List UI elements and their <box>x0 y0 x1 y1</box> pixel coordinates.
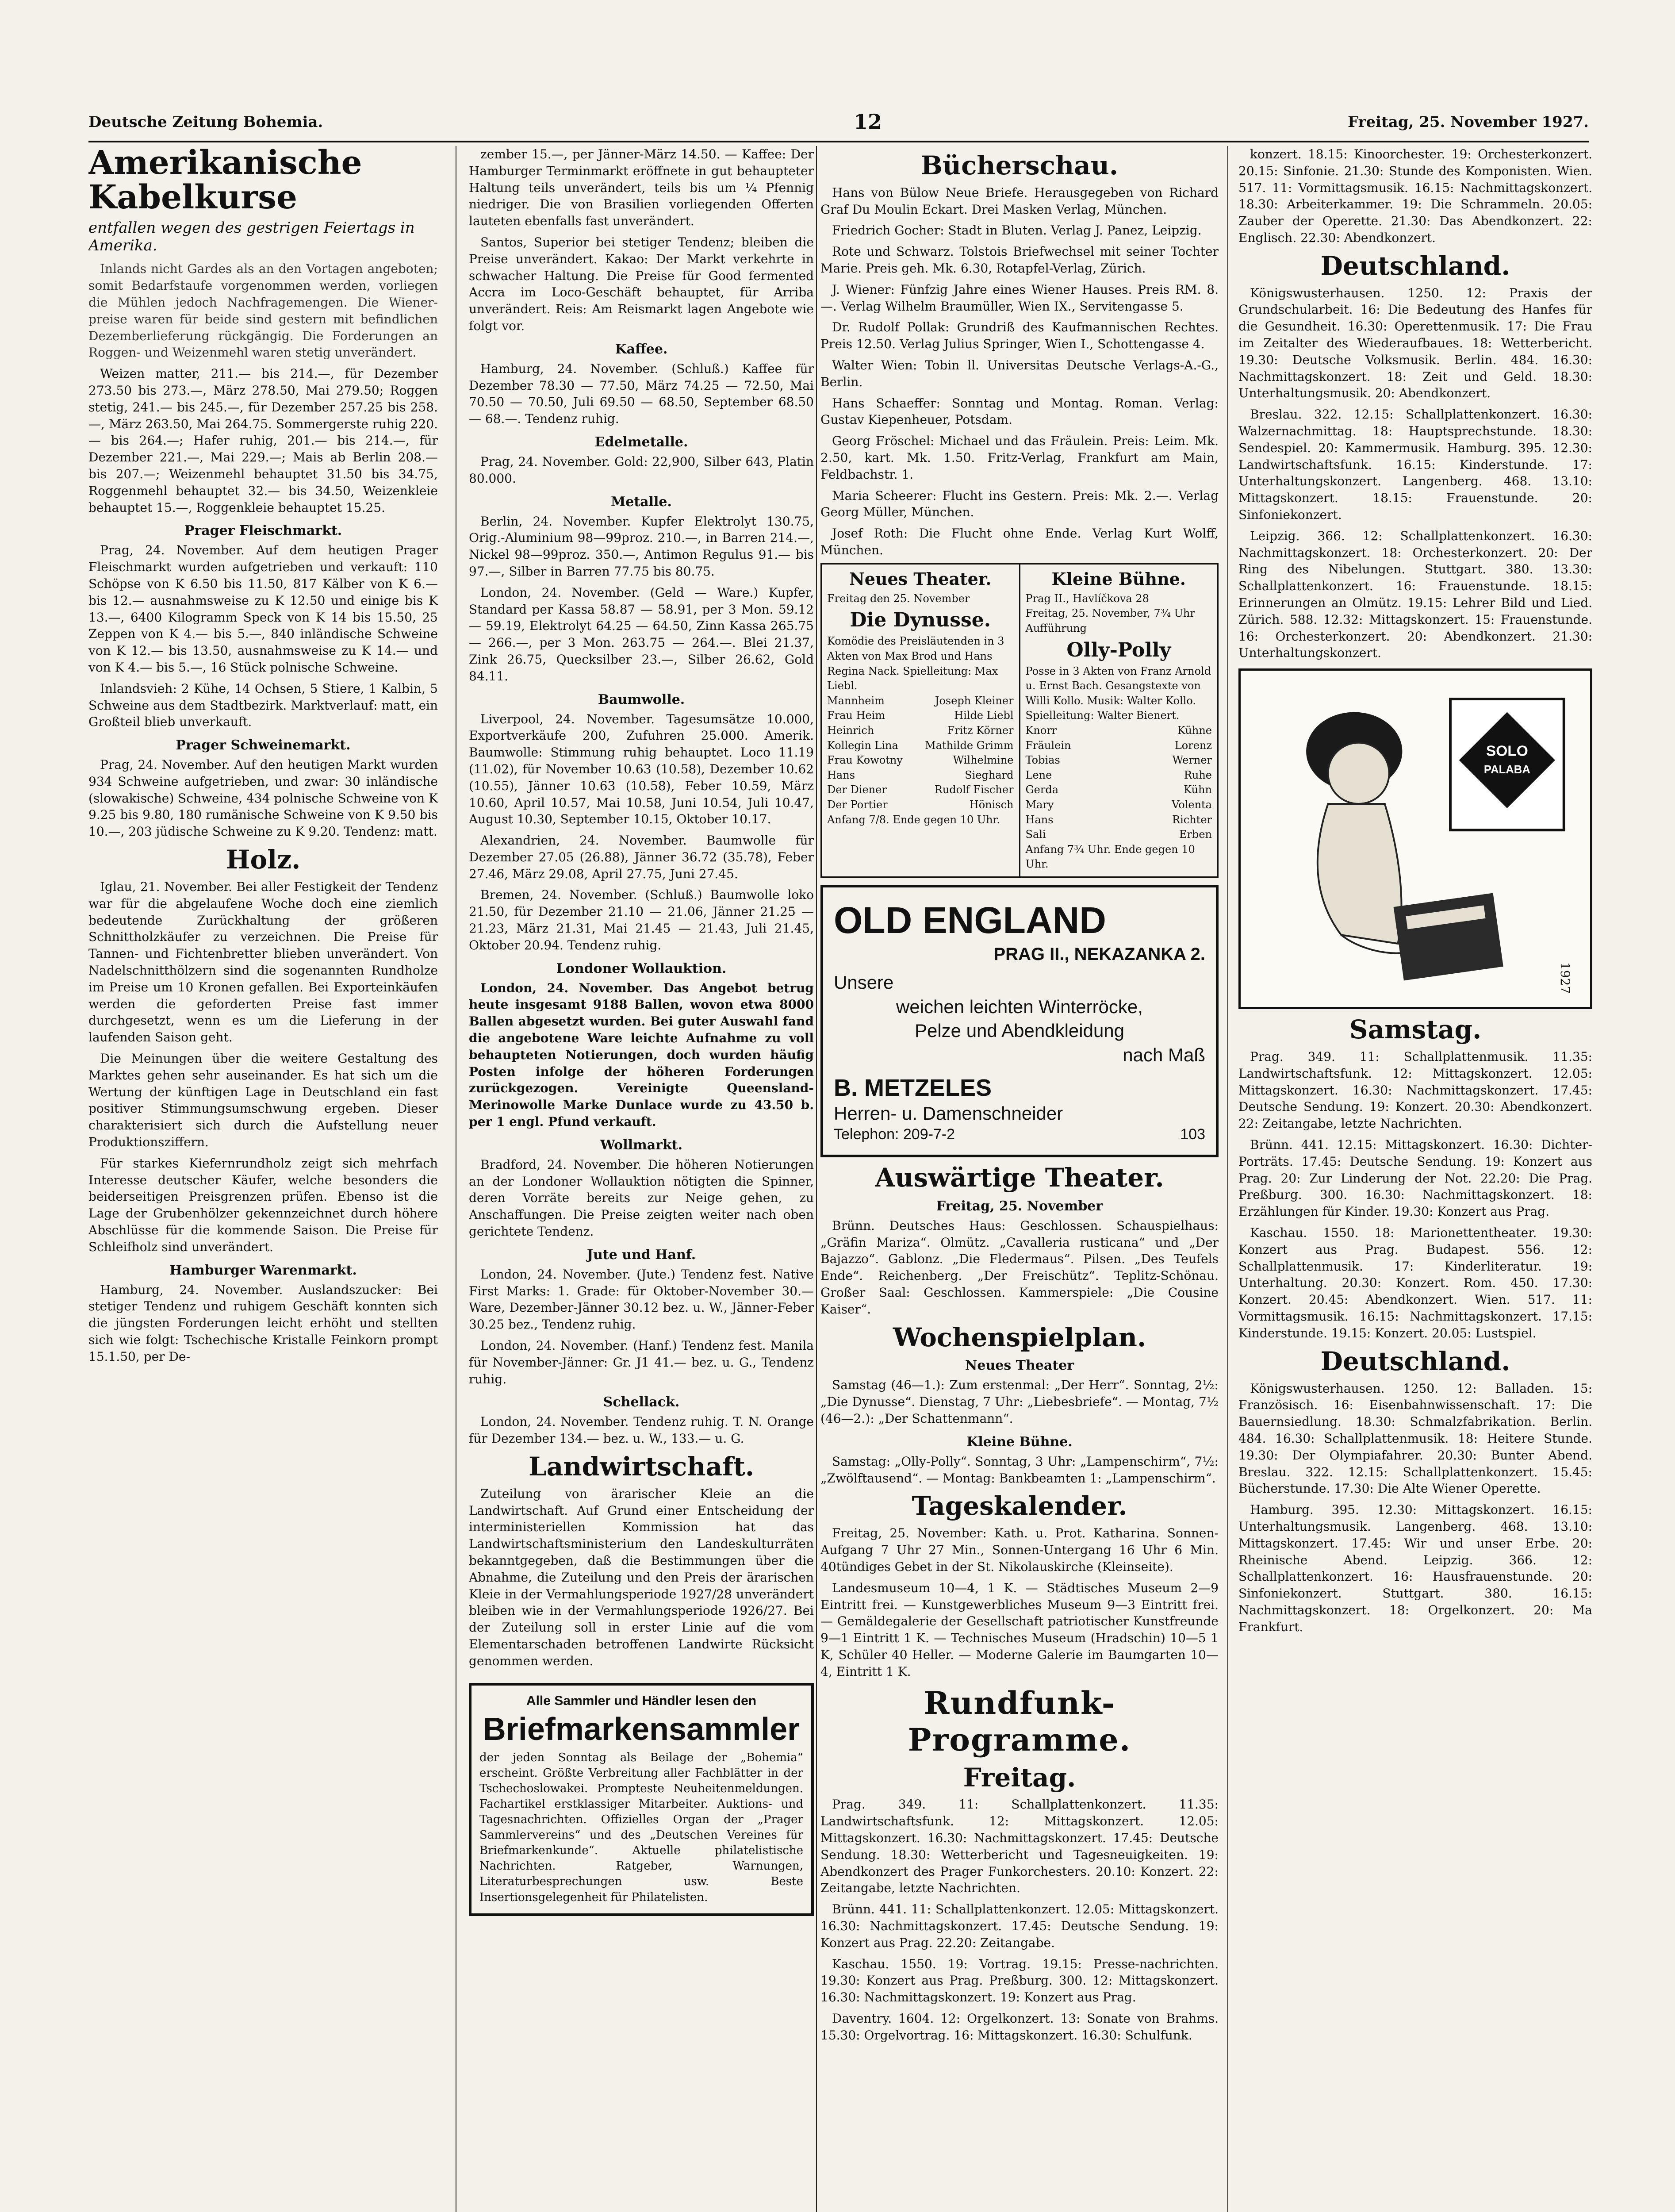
cast-role: Kollegin Lina <box>827 739 898 752</box>
paragraph: zember 15.—, per Jänner-März 14.50. — Kaffee: Der Hamburger Terminmarkt eröffnete in gut behaupteter Haltung teils unverändert, teils bis um ¼ Pfennig niedriger. Die von Brasilien vorliegenden Offerten lauteten ebenfalls fast unverändert. <box>469 147 814 229</box>
day-heading-friday: Freitag. <box>963 1762 1076 1793</box>
cast-actor: Kühne <box>1177 724 1212 737</box>
theater-address: Prag II., Havlíčkova 28 <box>1025 592 1149 605</box>
column-3 <box>820 146 1219 2212</box>
section-heading-radio: Rundfunk-Programme. <box>908 1684 1131 1758</box>
cast-row <box>827 738 1014 753</box>
paragraph: Liverpool, 24. November. Tagesumsätze 10.000, Exportverkäufe 200, Zufuhren 25.000. Amerik. Baumwolle: Stimmung ruhig behauptet. Loco 11.19 (11.02), für November 10.63 (10.58), Dezember 10.62 (10.55), Jänner 10.63 (10.58), Feber 10.59, März 10.60, April 10.57, Mai 10.58, Juni 10.54, Juli 10.47, August 10.30, September 10.15, Oktober 10.17. <box>469 711 814 827</box>
theater-date: Freitag den 25. November <box>827 592 970 605</box>
ad-proprietor: B. METZELES <box>834 1075 992 1102</box>
subheading: Freitag, 25. November <box>936 1198 1103 1214</box>
subheading: Kleine Bühne. <box>966 1434 1073 1450</box>
subheading: Schellack. <box>603 1394 680 1410</box>
paragraph: London, 24. November. (Geld — Ware.) Kupfer, Standard per Kassa 58.87 — 58.91, per 3 Mon. 59.12 — 59.19, Elektrolyt 64.25 — 64.50, Zinn Kassa 265.75 — 266.—, per 3 Mon. 263.75 — 264.—. Blei 21.37, Zink 26.75, Quecksilber 23.—, Silber 26.62, Gold 84.11. <box>469 585 814 684</box>
cast-actor: Lorenz <box>1174 739 1212 752</box>
section-heading-calendar: Tageskalender. <box>912 1491 1127 1521</box>
paragraph: Santos, Superior bei stetiger Tendenz; bleiben die Preise unverändert. Kakao: Der Markt verkehrte in schwacher Haltung. Die Preise für Good fermented Accra im Loco-Geschäft behauptet, für Arriba unverändert. Reis: Am Reismarkt lagen Angebote wie folgt vor. <box>469 234 814 333</box>
header-rule <box>88 141 1589 142</box>
book-entry: J. Wiener: Fünfzig Jahre eines Wiener Hauses. Preis RM. 8.—. Verlag Wilhelm Braumüller, Wien IX., Servitengasse 5. <box>820 282 1219 314</box>
ad-line: Unsere <box>834 972 894 993</box>
paragraph: Inlands nicht Gardes als an den Vortagen angeboten; somit Bedarfstaufe vorgenommen werden, vorliegen die Mühlen jedoch Nachfragemengen. Die Wiener-preise waren für beide sind gestern mit befindlichen Dezemberlieferung rückgängig. Die Forderungen an Roggen- und Weizenmehl waren stetig unverändert. <box>88 261 438 360</box>
cast-row <box>827 783 1014 798</box>
theater-neues <box>822 565 1019 876</box>
cast-role: Lene <box>1025 768 1052 781</box>
ad-brand: OLD ENGLAND <box>834 899 1106 941</box>
paragraph: Prag, 24. November. Auf dem heutigen Prager Fleischmarkt wurden aufgetrieben und verkauft: 110 Schöpse von K 6.50 bis 11.50, 817 Kälber von K 6.— bis 12.— ausnahmsweise zu K 12.50 und einige bis K 13.—, 6400 Kilogramm Speck von K 14 bis 15.50, 25 Zeppen von K 4.— bis 5.—, 840 inländische Schweine von K 12.— bis 13.50, ausnahmsweise zu K 14.— und von K 4.— bis 5.—, 16 Stück polnische Schweine. <box>88 543 438 675</box>
book-entry: Josef Roth: Die Flucht ohne Ende. Verlag Kurt Wolff, München. <box>820 526 1219 558</box>
cast-actor: Fritz Körner <box>947 724 1014 737</box>
cast-list <box>1026 723 1212 842</box>
subheading: Kaffee. <box>615 341 668 357</box>
paragraph: Prag, 24. November. Auf den heutigen Markt wurden 934 Schweine aufgetrieben, und zwar: 30 inländische (slowakische) Schweine, 434 polnische Schweine von K 9.25 bis 9.80, 180 rumänische Schweine von K 9.50 bis 10.—, 203 jüdische Schweine zu K 9.20. Tendenz: matt. <box>88 757 438 839</box>
cast-role: Fräulein <box>1025 739 1071 752</box>
theater-name: Neues Theater. <box>849 568 992 589</box>
cast-role: Hans <box>827 768 855 781</box>
theater-kleine-buehne <box>1019 565 1218 876</box>
theater-date: Freitag, 25. November, 7¾ Uhr Aufführung <box>1025 607 1195 635</box>
paragraph: Zuteilung von ärarischer Kleie an die Landwirtschaft. Auf Grund einer Entscheidung der interministeriellen Kommission hat das Landwirtschaftsministerium den Landeskulturräten bekanntgegeben, daß die Bestimmungen über die Abnahme, die Zuteilung und den Preis der ärarischen Kleie in der Vermahlungsperiode 1927/28 unverändert bleiben wie in der Vermahlungsperiode 1926/27. Bei der Zuteilung soll in erster Linie auf die vom Elementarschaden betroffenen Landwirte Rücksicht genommen werden. <box>469 1486 814 1668</box>
cast-row <box>1026 753 1212 768</box>
ad-line: nach Maß <box>1123 1044 1205 1065</box>
cast-actor: Mathilde Grimm <box>925 739 1014 752</box>
paragraph: Berlin, 24. November. Kupfer Elektrolyt 130.75, Orig.-Aluminium 98—99proz. 210.—, in Barren 214.—, Nickel 98—99proz. 350.—, Antimon Regulus 91.— bis 97.—, Silber in Barren 77.75 bis 80.75. <box>469 514 814 579</box>
ad-body: der jeden Sonntag als Beilage der „Bohemia“ erscheint. Größte Verbreitung aller Fachblätter in der Tschechoslowakei. Prompteste Neuheitenmeldungen. Fachartikel erstklassiger Mitarbeiter. Auktions- und Tagesnachrichten. Offizielles Organ der „Prager Sammlervereins“ und des „Deutschen Vereines für Briefmarkenkunde“. Aktuelle philatelistische Nachrichten. Ratgeber, Warnungen, Literaturbesprechungen usw. Beste Insertionsgelegenheit für Philatelisten. <box>479 1751 803 1904</box>
radio-listing: Prag. 349. 11: Schallplattenkonzert. 11.35: Landwirtschaftsfunk. 12: Mittagskonzert. 12.05: Mittagskonzert. 16.30: Nachmittagskonzert. 17.45: Deutsche Sendung. 18.30: Wetterbericht und Tagesneuigkeiten. 19: Abendkonzert des Prager Funkorchesters. 20.10: Konzert. 22: Zeitangabe, letzte Nachrichten. <box>820 1797 1219 1896</box>
paragraph: Alexandrien, 24. November. Baumwolle für Dezember 27.05 (26.88), Jänner 36.72 (35.78), Feber 27.46, März 29.08, April 27.75, Juni 27.45. <box>469 833 814 881</box>
paragraph: Weizen matter, 211.— bis 214.—, für Dezember 273.50 bis 273.—, März 278.50, Mai 279.50; Roggen stetig, 241.— bis 245.—, für Dezember 257.25 bis 258.—, März 263.50, Mai 264.75. Sommergerste ruhig 220.— bis 264.—; Hafer ruhig, 201.— bis 214.—, für Dezember 221.—, Mai 229.—; Mais ab Berlin 208.— bis 207.—; Weizenmehl behauptet 31.50 bis 34.75, Roggenmehl behauptet 32.— bis 34.50, Weizenkleie behauptet 15.—, Roggenkleie behauptet 15.25. <box>88 366 438 515</box>
paragraph: Samstag (46—1.): Zum erstenmal: „Der Herr“. Sonntag, 2½: „Die Dynusse“. Dienstag, 7 Uhr: „Liebesbriefe“. — Montag, 7½ (46—2.): „Der Schattenmann“. <box>820 1378 1219 1426</box>
section-heading-wood: Holz. <box>226 845 301 875</box>
figure-body <box>1318 804 1402 944</box>
radio-listing: Daventry. 1604. 12: Orgelkonzert. 13: Sonate von Brahms. 15.30: Orgelvortrag. 16: Mittagskonzert. 16.30: Schulfunk. <box>820 2011 1219 2043</box>
section-heading-germany: Deutschland. <box>1320 1346 1510 1376</box>
paragraph: London, 24. November. (Hanf.) Tendenz fest. Manila für November-Jänner: Gr. J1 41.— bez. u. G., Tendenz ruhig. <box>469 1338 814 1386</box>
cast-list <box>827 694 1014 813</box>
paragraph: London, 24. November. Das Angebot betrug heute insgesamt 9188 Ballen, wovon etwa 8000 Ballen abgesetzt wurden. Bei guter Auswahl fand die angebotene Ware leichte Aufnahme zu voll behaupteten Notierungen, doch wurden häufig Posten infolge der höheren Forderungen zurückgezogen. Vereinigte Queensland-Merinowolle Marke Dunlace wurde zu 43.50 b. per 1 engl. Pfund verkauft. <box>469 980 814 1129</box>
cast-role: Tobias <box>1025 754 1060 767</box>
radio-listing: Königswusterhausen. 1250. 12: Praxis der Grundschularbeit. 16: Die Bedeutung des Hanfes für die Gesundheit. 16.30: Operettenmusik. 17: Die Frau im Zeitalter des Wiederaufbaues. 18: Wetterbericht. 19.30: Deutsche Volksmusik. Berlin. 484. 16.30: Nachmittagskonzert. 18: Zeit und Geld. 18.30: Unterhaltungsmusik. 20: Abendkonzert. <box>1238 285 1592 401</box>
article-title-cable-rates: Amerikanische Kabelkurse <box>88 146 362 216</box>
subheading: Jute und Hanf. <box>586 1247 696 1263</box>
radio-listing: Brünn. 441. 12.15: Mittagskonzert. 16.30: Dichter-Porträts. 17.45: Deutsche Sendung. 19: Konzert aus Prag. 20: Zur Linderung der Not. 22.20: Die Prag. Preßburg. 300. 16.30: Nachmittagskonzert. 18: Erzählungen für Kinder. 19.30: Konzert aus Prag. <box>1238 1137 1592 1219</box>
cast-role: Frau Kowotny <box>827 754 903 767</box>
column-4 <box>1238 146 1592 2212</box>
radio-listing: Prag. 349. 11: Schallplattenmusik. 11.35: Landwirtschaftsfunk. 12: Mittagskonzert. 12.05: Mittagskonzert. 16.30: Nachmittagskonzert. 17.45: Deutsche Sendung. 19: Konzert. 20.30: Abendkonzert. 22: Zeitangabe, letzte Nachrichten. <box>1238 1049 1592 1131</box>
cast-role: Frau Heim <box>827 709 885 722</box>
subheading: Wollmarkt. <box>600 1137 683 1153</box>
paragraph: Bradford, 24. November. Die höheren Notierungen an der Londoner Wollauktion nötigten die Spinner, deren Vorräte bereits zur Neige gehen, zu Anschaffungen. Die Preise zeigten weiter nach oben gerichtete Tendenz. <box>469 1157 814 1239</box>
cast-row <box>1026 813 1212 828</box>
cast-actor: Wilhelmine <box>953 754 1014 767</box>
masthead-left: Deutsche Zeitung Bohemia. <box>88 113 323 131</box>
cast-role: Sali <box>1025 828 1046 841</box>
cast-actor: Sieghard <box>965 768 1014 781</box>
column-1 <box>88 146 438 2212</box>
theater-name: Kleine Bühne. <box>1051 568 1186 589</box>
cast-actor: Ruhe <box>1184 768 1212 781</box>
radio-listing: konzert. 18.15: Kinoorchester. 19: Orchesterkonzert. 20.15: Sinfonie. 21.30: Stunde des Komponisten. Wien. 517. 11: Vormittagsmusik. 16.15: Nachmittagskonzert. 18.30: Arbeiterkammer. 19: Die Schrammeln. 20.05: Zauber der Operette. 21.30: Das Abendkonzert. 22: Englisch. 22.30: Abendkonzert. <box>1238 147 1592 245</box>
face-shape <box>1328 743 1389 804</box>
radio-listing: Kaschau. 1550. 19: Vortrag. 19.15: Presse-nachrichten. 19.30: Konzert aus Prag. Preßburg. 300. 12: Mittagskonzert. 16.30: Nachmittagskonzert. 19: Konzert aus Prag. <box>820 1956 1219 2005</box>
paragraph: Hamburg, 24. November. (Schluß.) Kaffee für Dezember 78.30 — 77.50, März 74.25 — 72.50, Mai 70.50 — 70.50, Juli 69.50 — 68.50, September 68.50 — 68.—. Tendenz ruhig. <box>469 361 814 426</box>
cast-row <box>1026 768 1212 783</box>
book-entry: Georg Fröschel: Michael und das Fräulein. Preis: Leim. Mk. 2.50, kart. Mk. 1.50. Fritz-Verlag, Frankfurt am Main, Feldbachstr. 1. <box>820 434 1219 482</box>
cast-role: Gerda <box>1025 783 1059 796</box>
column-divider-2 <box>816 146 817 2212</box>
paragraph: Brünn. Deutsches Haus: Geschlossen. Schauspielhaus: „Gräfin Mariza“. Olmütz. „Cavalleria rusticana“ und „Der Bajazzo“. Gablonz. „Die Fledermaus“. Pilsen. „Des Teufels Ende“. Reichenberg. „Der Freischütz“. Teplitz-Schönau. Großer Saal: Geschlossen. Kammerspiele: „Die Cousine Kaiser“. <box>820 1218 1219 1317</box>
section-heading-agriculture: Landwirtschaft. <box>528 1452 755 1482</box>
theater-program-box <box>820 563 1219 878</box>
cast-row <box>827 694 1014 709</box>
ad-headline: Briefmarkensammler <box>483 1711 800 1747</box>
ad-address: PRAG II., NEKAZANKA 2. <box>993 944 1205 964</box>
cast-row <box>827 798 1014 813</box>
paragraph: Inlandsvieh: 2 Kühe, 14 Ochsen, 5 Stiere, 1 Kalbin, 5 Schweine aus dem Stadtbezirk. Marktverlauf: matt, ein Großteil blieb unverkauft. <box>88 681 438 730</box>
cast-role: Heinrich <box>827 724 874 737</box>
cast-row <box>1026 783 1212 798</box>
paragraph: Für starkes Kiefernrundholz zeigt sich mehrfach Interesse deutscher Käufer, welche besonders die beiderseitigen Preisgrenzen prüfen. Ebenso ist die Lage der Grubenhölzer gekennzeichnet durch höhere Abschlüsse für die kommende Saison. Die Preise für Schleifholz sind unverändert. <box>88 1156 438 1254</box>
cast-row <box>827 768 1014 783</box>
paragraph: Landesmuseum 10—4, 1 K. — Städtisches Museum 2—9 Eintritt frei. — Kunstgewerbliches Museum 9—3 Eintritt frei. — Gemäldegalerie der Gesellschaft patriotischer Kunstfreunde 9—1 Eintritt 1 K. — Technisches Museum (Hradschin) 10—5 1 K, Schüler 40 Heller. — Moderne Galerie im Baumgarten 10—4, Eintritt 1 K. <box>820 1580 1219 1679</box>
paragraph: Bremen, 24. November. (Schluß.) Baumwolle loko 21.50, für Dezember 21.10 — 21.06, Jänner 21.25 — 21.23, März 21.31, Mai 21.45 — 21.43, Juli 21.45, Oktober 20.94. Tendenz ruhig. <box>469 887 814 952</box>
radio-listing: Hamburg. 395. 12.30: Mittagskonzert. 16.15: Unterhaltungsmusik. Langenberg. 468. 13.10: Mittagskonzert. 17.45: Wir und unser Erbe. 20: Rheinische Abend. Leipzig. 366. 12: Schallplattenkonzert. 16: Hausfrauenstunde. 20: Sinfoniekonzert. Stuttgart. 380. 16.15: Nachmittagskonzert. 18: Orgelkonzert. 20: Ma Frankfurt. <box>1238 1502 1592 1634</box>
crate-box <box>1394 893 1503 981</box>
section-heading-weekly-schedule: Wochenspielplan. <box>893 1322 1146 1352</box>
play-times: Anfang 7¾ Uhr. Ende gegen 10 Uhr. <box>1025 843 1195 871</box>
radio-listing: Brünn. 441. 11: Schallplattenkonzert. 12.05: Mittagskonzert. 16.30: Nachmittagskonzert. 17.45: Deutsche Sendung. 19: Konzert aus Prag. 22.20: Zeitangabe. <box>820 1902 1219 1950</box>
play-credits: Posse in 3 Akten von Franz Arnold u. Ernst Bach. Gesangstexte von Willi Kollo. Musik: Walter Kollo. Spielleitung: Walter Bienert. <box>1025 664 1211 722</box>
cast-actor: Werner <box>1172 754 1212 767</box>
cast-role: Knorr <box>1025 724 1057 737</box>
cast-role: Mannheim <box>827 694 885 707</box>
ad-kicker: Alle Sammler und Händler lesen den <box>526 1693 757 1708</box>
book-entry: Hans Schaeffer: Sonntag und Montag. Roman. Verlag: Gustav Kiepenheuer, Potsdam. <box>820 396 1219 427</box>
paragraph: London, 24. November. Tendenz ruhig. T. N. Orange für Dezember 134.— bez. u. W., 133.— u. G. <box>469 1414 814 1446</box>
subheading: Baumwolle. <box>598 691 685 707</box>
cast-actor: Hilde Liebl <box>954 709 1014 722</box>
cast-actor: Richter <box>1172 813 1212 826</box>
section-heading-germany: Deutschland. <box>1320 250 1510 281</box>
illustrated-ad-image <box>1238 668 1592 1009</box>
paragraph: Freitag, 25. November: Kath. u. Prot. Katharina. Sonnen-Aufgang 7 Uhr 27 Min., Sonnen-Untergang 16 Uhr 6 Min. 40tündiges Gebet in der St. Nikolauskirche (Kleinseite). <box>820 1526 1219 1574</box>
paragraph: Iglau, 21. November. Bei aller Festigkeit der Tendenz war für die abgelaufene Woche doch eine ziemlich bedeutende Zurückhaltung der größeren Schnittholzkäufer zu verzeichnen. Die Preise für Tannen- und Fichtenbretter blieben unverändert. Von Nadelschnitthölzern sind die sogenannten Rundholze im Preise um 10 Kronen gefallen. Bei Exporteinkäufen werden die geforderten Preise fast immer durchgesetzt, wenn es um die Lieferung in der laufenden Saison geht. <box>88 879 438 1045</box>
book-entry: Dr. Rudolf Pollak: Grundriß des Kaufmannischen Rechtes. Preis 12.50. Verlag Julius Springer, Wien I., Schottengasse 4. <box>820 320 1219 352</box>
subheading: Prager Schweinemarkt. <box>176 737 351 753</box>
ad-line: Pelze und Abendkleidung <box>914 1020 1125 1041</box>
package-brand-sub: PALABA <box>1483 764 1530 776</box>
ad-code: 103 <box>1180 1125 1205 1143</box>
cast-row <box>827 708 1014 723</box>
cast-row <box>1026 798 1212 813</box>
subheading: Neues Theater <box>965 1358 1074 1374</box>
play-title: Olly-Polly <box>1066 638 1171 661</box>
subheading: Prager Fleischmarkt. <box>184 523 342 539</box>
section-heading-outside-theaters: Auswärtige Theater. <box>875 1162 1164 1193</box>
page-header <box>88 110 1589 138</box>
cast-actor: Rudolf Fischer <box>934 783 1014 796</box>
cast-row <box>1026 738 1212 753</box>
book-entry: Rote und Schwarz. Tolstois Briefwechsel mit seiner Tochter Marie. Preis geh. Mk. 6.30, Rotapfel-Verlag, Zürich. <box>820 244 1219 276</box>
radio-listing: Leipzig. 366. 12: Schallplattenkonzert. 16.30: Nachmittagskonzert. 18: Orchesterkonzert. 20: Der Ring des Nibelungen. Stuttgart. 380. 13.30: Schallplattenkonzert. 16: Frauenstunde. 18.15: Erinnerungen an Olmütz. 19.15: Lehrer Bild und Lied. Zürich. 588. 12.32: Mittagskonzert. 15: Frauenstunde. 16: Orchesterkonzert. 20: Abendkonzert. 21.30: Unterhaltungskonzert. <box>1238 528 1592 661</box>
day-heading-saturday: Samstag. <box>1349 1014 1482 1045</box>
cast-role: Hans <box>1025 813 1054 826</box>
cast-role: Der Portier <box>827 798 888 811</box>
paragraph: Hamburg, 24. November. Auslandszucker: Bei stetiger Tendenz und ruhigem Geschäft konnten sich die jüngsten Forderungen leicht erhöht und stellten sich wie folgt: Tschechische Kristalle Feinkorn prompt 15.1.50, per De- <box>88 1282 438 1364</box>
cast-row <box>1026 827 1212 842</box>
ad-line: weichen leichten Winterröcke, <box>896 996 1143 1017</box>
paragraph: Die Meinungen über die weitere Gestaltung des Marktes gehen sehr auseinander. Es hat sich um die Wertung der künftigen Lage in Deutschland ein fast positiver Stimmungsumschwung ergeben. Dieser charakterisiert sich durch die Aufstellung neuer Produktionsziffern. <box>88 1051 438 1149</box>
package-brand-logo: SOLO <box>1486 743 1528 760</box>
cast-row <box>827 753 1014 768</box>
book-entry: Hans von Bülow Neue Briefe. Herausgegeben von Richard Graf Du Moulin Eckart. Drei Masken Verlag, München. <box>820 185 1219 217</box>
stamp-collector-ad <box>469 1683 814 1916</box>
radio-listing: Breslau. 322. 12.15: Schallplattenkonzert. 16.30: Walzernachmittag. 18: Hauptsprechstunde. 18.30: Sendespiel. 20: Kammermusik. Hamburg. 395. 12.30: Landwirtschaftsfunk. 16.15: Kinderstunde. 17: Unterhaltungskonzert. Langenberg. 468. 13.10: Mittagskonzert. 18.15: Frauenstunde. 20: Sinfoniekonzert. <box>1238 407 1592 522</box>
book-entry: Maria Scheerer: Flucht ins Gestern. Preis: Mk. 2.—. Verlag Georg Müller, München. <box>820 488 1219 520</box>
issue-date: Freitag, 25. November 1927. <box>1348 113 1589 131</box>
play-credits: Komödie des Preisläutenden in 3 Akten von Max Brod und Hans Regina Nack. Spielleitung: Max Liebl. <box>827 635 1004 692</box>
cast-actor: Hönisch <box>969 798 1014 811</box>
image-caption: 1927 <box>1558 962 1572 994</box>
cast-actor: Volenta <box>1172 798 1212 811</box>
page-number: 12 <box>854 110 882 134</box>
cast-row <box>827 723 1014 738</box>
cast-row <box>1026 723 1212 738</box>
cast-actor: Joseph Kleiner <box>935 694 1014 707</box>
subheading: Hamburger Warenmarkt. <box>169 1262 357 1278</box>
cast-role: Der Diener <box>827 783 887 796</box>
paragraph: London, 24. November. (Jute.) Tendenz fest. Native First Marks: 1. Grade: für Oktober-November 30.— Ware, Dezember-Jänner 30.12 bez. u. W., Jänner-Feber 30.25 bez., Tendenz ruhig. <box>469 1267 814 1332</box>
article-lead: entfallen wegen des gestrigen Feiertags in Amerika. <box>88 219 415 255</box>
ad-illustration <box>1241 671 1590 1007</box>
paragraph: Samstag: „Olly-Polly“. Sonntag, 3 Uhr: „Lampenschirm“, 7½: „Zwölftausend“. — Montag: Bankbeamten 1: „Lampenschirm“. <box>820 1454 1219 1486</box>
column-2 <box>469 146 814 2212</box>
column-divider-3 <box>1227 146 1228 2212</box>
old-england-ad <box>820 885 1219 1157</box>
cast-role: Mary <box>1025 798 1054 811</box>
cast-actor: Erben <box>1179 828 1212 841</box>
play-times: Anfang 7/8. Ende gegen 10 Uhr. <box>827 813 1000 826</box>
cast-actor: Kühn <box>1184 783 1212 796</box>
paragraph: Prag, 24. November. Gold: 22,900, Silber 643, Platin 80.000. <box>469 454 814 486</box>
ad-line: Herren- u. Damenschneider <box>834 1103 1063 1124</box>
ad-phone: Telephon: 209-7-2 <box>834 1125 955 1143</box>
subheading: Londoner Wollauktion. <box>556 960 727 976</box>
subheading: Metalle. <box>611 494 672 510</box>
radio-listing: Kaschau. 1550. 18: Marionettentheater. 19.30: Konzert aus Prag. Budapest. 556. 12: Schallplattenmusik. 17: Kinderliteratur. 19: Unterhaltung. 20.30: Konzert. Rom. 450. 17.30: Konzert. 20.45: Abendkonzert. Wien. 517. 11: Vormittagsmusik. 16.15: Nachmittagskonzert. 17.15: Kinderstunde. 19.15: Konzert. 20.05: Lustspiel. <box>1238 1225 1592 1340</box>
subheading: Edelmetalle. <box>594 434 688 450</box>
play-title: Die Dynusse. <box>850 609 991 632</box>
book-entry: Walter Wien: Tobin ll. Universitas Deutsche Verlags-A.-G., Berlin. <box>820 358 1219 389</box>
radio-listing: Königswusterhausen. 1250. 12: Balladen. 15: Französisch. 16: Eisenbahnwissenschaft. 17: Die Bauernsiedlung. 18.30: Schmalzfabrikation. Berlin. 484. 16.30: Schallplattenmusik. 18: Heitere Stunde. 19.30: Der Olympiafahrer. 20.30: Bunter Abend. Breslau. 322. 12.15: Schallplattenkonzert. 15.45: Bücherstunde. 17.30: Die Alte Wiener Operette. <box>1238 1381 1592 1496</box>
book-entry: Friedrich Gocher: Stadt in Bluten. Verlag J. Panez, Leipzig. <box>832 223 1202 238</box>
section-heading-books: Bücherschau. <box>920 150 1119 180</box>
